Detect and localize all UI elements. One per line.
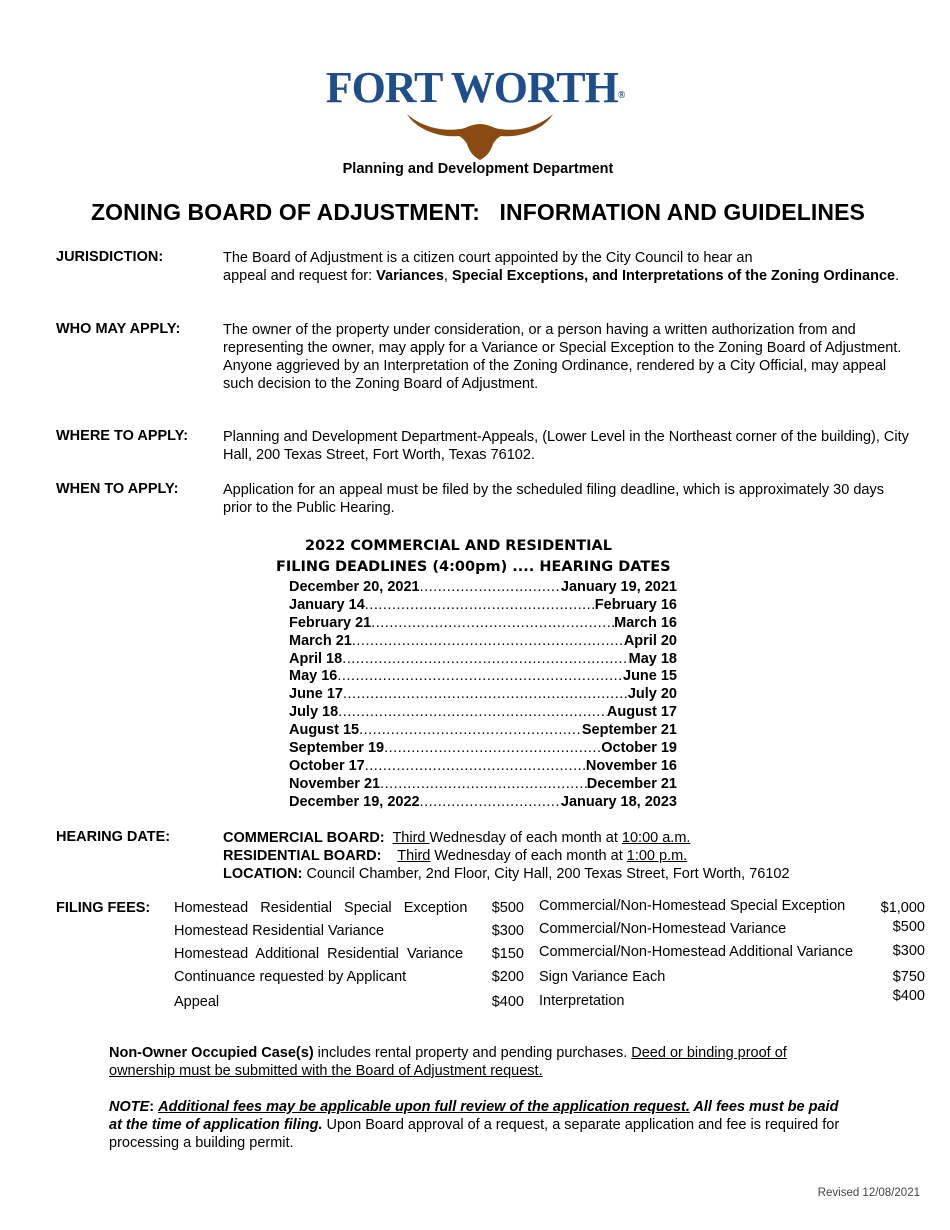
hearing-date: January 18, 2023 (560, 793, 677, 810)
filing-deadline: January 14 (289, 596, 365, 613)
fee-amount: $300 (491, 923, 524, 939)
fee-amount: $200 (491, 969, 524, 985)
who-may-apply-text: The owner of the property under consideration, or a person having a written authorization from and representing the owner, may apply for a Variance or Special Exception to the Zoning Board of Adjustment. Anyone aggrieved by an Interpretation of the Zoning Ordinance, rendered by a City Official, may appeal such decision to the Zoning Board of Adjustment. (223, 322, 902, 392)
schedule-row (289, 758, 677, 776)
schedule-row (289, 704, 677, 722)
where-to-apply-text: Planning and Development Department-Appeals, (Lower Level in the Northeast corner of the building), City Hall, 200 Texas Street, Fort Worth, Texas 76102. (223, 429, 909, 463)
dot-leader (342, 651, 628, 669)
fee-amount: $400 (491, 994, 524, 1010)
hearing-date: October 19 (601, 740, 677, 757)
dot-leader (380, 776, 587, 794)
page-title: ZONING BOARD OF ADJUSTMENT: INFORMATION AND GUIDELINES (91, 199, 865, 225)
dot-leader (365, 758, 586, 776)
dot-leader (420, 579, 561, 597)
fee-name: Commercial/Non-Homestead Variance (539, 921, 787, 937)
filing-deadline: May 16 (289, 668, 338, 685)
fee-amount: $300 (892, 943, 925, 959)
filing-deadline: August 15 (289, 722, 360, 739)
dot-leader (384, 740, 601, 758)
schedule-row (289, 633, 677, 651)
when-to-apply-text: Application for an appeal must be filed by the scheduled filing deadline, which is approximately 30 days prior to the Public Hearing. (223, 482, 884, 516)
filing-fees-label: FILING FEES: (56, 900, 151, 916)
hearing-date: March 16 (614, 614, 677, 631)
fee-amount: $750 (892, 969, 925, 985)
schedule-row (289, 794, 677, 812)
non-owner-note: Non-Owner Occupied Case(s) includes rental property and pending purchases. Deed or binding proof of ownership must be submitted with the Board of Adjustment request. (109, 1045, 787, 1079)
hearing-date: August 17 (606, 704, 677, 721)
dot-leader (338, 704, 607, 722)
filing-deadline: June 17 (289, 686, 343, 703)
schedule-row (289, 615, 677, 633)
hearing-date: January 19, 2021 (560, 579, 677, 595)
schedule-row (289, 740, 677, 758)
fee-name: Homestead Additional Residential Variance (174, 946, 464, 962)
fee-amount: $400 (892, 988, 925, 1004)
filing-deadline: December 19, 2022 (289, 793, 420, 810)
jurisdiction-text: The Board of Adjustment is a citizen court appointed by the City Council to hear an appeal and request for: Variances, Special Exceptions, and Interpretations of the Zoning Ordinance. (223, 250, 900, 284)
schedule-table (289, 579, 677, 812)
jurisdiction-label: JURISDICTION: (56, 249, 164, 265)
schedule-row (289, 651, 677, 669)
schedule-row (289, 668, 677, 686)
schedule-row (289, 597, 677, 615)
hearing-date: May 18 (628, 650, 677, 667)
dot-leader (343, 686, 628, 704)
revised-date: Revised 12/08/2021 (817, 1187, 920, 1199)
hearing-date: June 15 (623, 668, 677, 685)
fee-amount: $500 (491, 900, 524, 916)
schedule-subheading: FILING DEADLINES (4:00pm) .... HEARING DATES (276, 559, 671, 575)
dot-leader (371, 615, 614, 633)
fee-amount: $500 (892, 919, 925, 935)
hearing-date: July 20 (627, 686, 677, 703)
schedule-row (289, 776, 677, 794)
filing-deadline: February 21 (289, 614, 372, 631)
hearing-date: April 20 (623, 632, 677, 649)
fort-worth-logo-text: FORT WORTH® (325, 63, 625, 112)
fee-name: Continuance requested by Applicant (174, 969, 407, 985)
fee-name: Commercial/Non-Homestead Special Exception (539, 898, 846, 914)
fees-note: NOTE: Additional fees may be applicable upon full review of the application request. All fees must be paid at the time of application filing. Upon Board approval of a request, a separate application and fee is required for processing a building permit. (109, 1099, 840, 1151)
schedule-heading: 2022 COMMERCIAL AND RESIDENTIAL (305, 538, 613, 554)
fee-name: Sign Variance Each (539, 969, 666, 985)
filing-deadline: March 21 (289, 632, 352, 649)
fee-name: Appeal (174, 994, 220, 1010)
hearing-date-label: HEARING DATE: (56, 829, 171, 845)
filing-deadline: September 19 (289, 740, 385, 757)
department-name: Planning and Development Department (342, 161, 614, 177)
who-may-apply-label: WHO MAY APPLY: (56, 321, 181, 337)
hearing-date: December 21 (586, 775, 677, 792)
fee-amount: $150 (491, 946, 524, 962)
filing-deadline: November 21 (289, 775, 381, 792)
filing-deadline: October 17 (289, 757, 365, 774)
hearing-date: February 16 (594, 596, 677, 613)
filing-deadline: April 18 (289, 650, 343, 667)
fee-name: Interpretation (539, 993, 625, 1009)
fee-amount: $1,000 (880, 900, 925, 916)
hearing-info: COMMERCIAL BOARD: Third Wednesday of each month at 10:00 a.m. RESIDENTIAL BOARD: Third Wednesday of each month at 1:00 p.m. LOCATION: Council Chamber, 2nd Floor, City Hall, 200 Texas Street, Fort Worth, 76102 (223, 830, 790, 882)
longhorn-logo-icon (405, 108, 555, 162)
dot-leader (352, 633, 624, 651)
schedule-row (289, 686, 677, 704)
when-to-apply-label: WHEN TO APPLY: (56, 481, 179, 497)
filing-deadline: December 20, 2021 (289, 579, 420, 595)
dot-leader (359, 722, 582, 740)
hearing-date: November 16 (585, 757, 677, 774)
schedule-row (289, 722, 677, 740)
dot-leader (420, 794, 561, 812)
filing-deadline: July 18 (289, 704, 339, 721)
fee-name: Homestead Residential Special Exception (174, 900, 468, 916)
fee-name: Commercial/Non-Homestead Additional Variance (539, 944, 854, 960)
schedule-row (289, 579, 677, 597)
dot-leader (365, 597, 595, 615)
dot-leader (337, 668, 623, 686)
where-to-apply-label: WHERE TO APPLY: (56, 428, 189, 444)
hearing-date: September 21 (581, 722, 677, 739)
fee-name: Homestead Residential Variance (174, 923, 385, 939)
